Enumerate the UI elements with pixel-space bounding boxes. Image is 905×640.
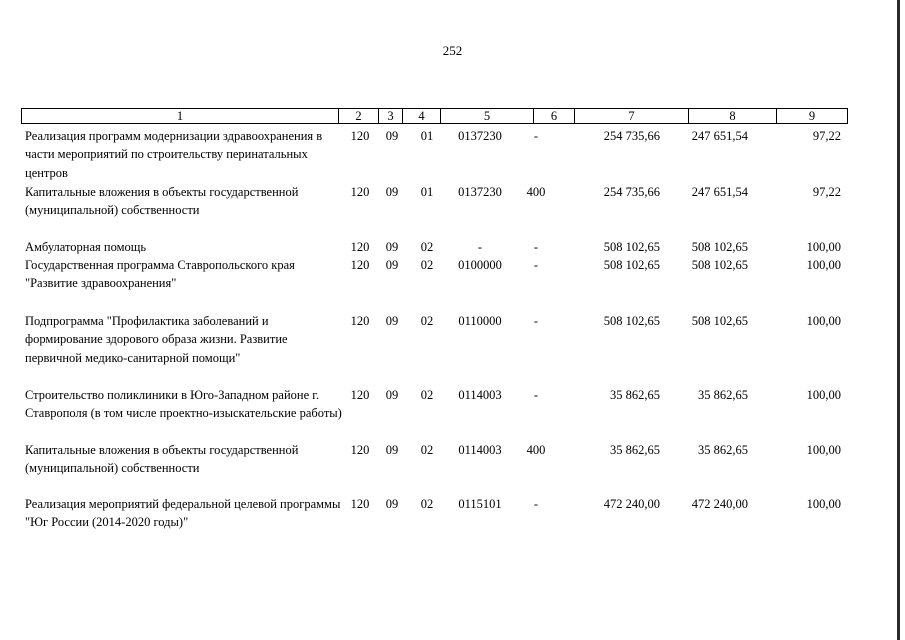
cell-col-7: 508 102,65 [603,258,660,272]
cell-col-2: 120 [350,388,370,402]
cell-col-4: 02 [420,443,434,457]
cell-col-4: 01 [420,129,434,143]
cell-col-8: 35 862,65 [698,443,748,457]
cell-col-2: 120 [350,240,370,254]
cell-col-8: 35 862,65 [698,388,748,402]
cell-col-4: 02 [420,314,434,328]
cell-col-5: 0100000 [458,258,502,272]
cell-col-5: 0137230 [458,129,502,143]
cell-col-7: 508 102,65 [603,314,660,328]
cell-col-9: 97,22 [812,129,841,143]
cell-col-2: 120 [350,314,370,328]
cell-col-3: 09 [385,497,399,511]
cell-col-6: 400 [526,185,546,199]
cell-col-8: 508 102,65 [691,240,748,254]
cell-col-5: - [477,240,483,254]
cell-col-9: 100,00 [806,443,841,457]
header-col-3: 3 [378,109,402,123]
cell-col-3: 09 [385,258,399,272]
header-col-4: 4 [402,109,440,123]
header-col-2: 2 [338,109,378,123]
cell-col-3: 09 [385,185,399,199]
cell-col-9: 100,00 [806,497,841,511]
cell-col-3: 09 [385,314,399,328]
cell-col-3: 09 [385,388,399,402]
row-description: Реализация программ модернизации здравоохранения в части мероприятий по строительству перинатальных центров [25,129,323,180]
cell-col-6: - [533,497,539,511]
row-description: Капитальные вложения в объекты государственной (муниципальной) собственности [25,185,299,218]
header-col-5: 5 [440,109,533,123]
cell-col-6: - [533,240,539,254]
cell-col-9: 97,22 [812,185,841,199]
row-description: Государственная программа Ставропольского края "Развитие здравоохранения" [25,258,295,291]
cell-col-3: 09 [385,129,399,143]
cell-col-7: 254 735,66 [603,129,660,143]
cell-col-5: 0115101 [458,497,502,511]
cell-col-6: - [533,129,539,143]
row-description: Строительство поликлиники в Юго-Западном районе г. Ставрополя (в том числе проектно-изыскательские работы) [25,388,342,421]
row-description: Амбулаторная помощь [25,240,147,254]
cell-col-7: 472 240,00 [603,497,660,511]
cell-col-7: 254 735,66 [603,185,660,199]
cell-col-6: - [533,388,539,402]
cell-col-9: 100,00 [806,258,841,272]
cell-col-5: 0110000 [458,314,502,328]
header-col-1: 1 [176,109,184,123]
cell-col-4: 01 [420,185,434,199]
header-col-7: 7 [574,109,688,123]
cell-col-6: - [533,314,539,328]
cell-col-9: 100,00 [806,240,841,254]
cell-col-8: 247 651,54 [691,185,748,199]
cell-col-5: 0114003 [458,443,502,457]
cell-col-4: 02 [420,497,434,511]
cell-col-7: 35 862,65 [610,388,660,402]
cell-col-2: 120 [350,129,370,143]
cell-col-3: 09 [385,240,399,254]
table-header [21,108,848,124]
cell-col-7: 35 862,65 [610,443,660,457]
cell-col-4: 02 [420,240,434,254]
cell-col-4: 02 [420,388,434,402]
row-description: Реализация мероприятий федеральной целевой программы "Юг России (2014-2020 годы)" [25,497,341,530]
cell-col-2: 120 [350,443,370,457]
cell-col-4: 02 [420,258,434,272]
header-col-6: 6 [533,109,574,123]
row-description: Капитальные вложения в объекты государственной (муниципальной) собственности [25,443,299,476]
scan-edge [897,0,900,640]
cell-col-8: 508 102,65 [691,314,748,328]
cell-col-2: 120 [350,258,370,272]
header-col-8: 8 [688,109,776,123]
cell-col-8: 508 102,65 [691,258,748,272]
cell-col-9: 100,00 [806,388,841,402]
cell-col-5: 0137230 [458,185,502,199]
cell-col-8: 247 651,54 [691,129,748,143]
cell-col-5: 0114003 [458,388,502,402]
cell-col-6: 400 [526,443,546,457]
cell-col-2: 120 [350,185,370,199]
cell-col-3: 09 [385,443,399,457]
cell-col-9: 100,00 [806,314,841,328]
cell-col-6: - [533,258,539,272]
row-description: Подпрограмма "Профилактика заболеваний и формирование здорового образа жизни. Развитие первичной медико-санитарной помощи" [25,314,288,365]
cell-col-7: 508 102,65 [603,240,660,254]
cell-col-2: 120 [350,497,370,511]
page-number: 252 [442,43,463,58]
header-col-9: 9 [776,109,847,123]
cell-col-8: 472 240,00 [691,497,748,511]
